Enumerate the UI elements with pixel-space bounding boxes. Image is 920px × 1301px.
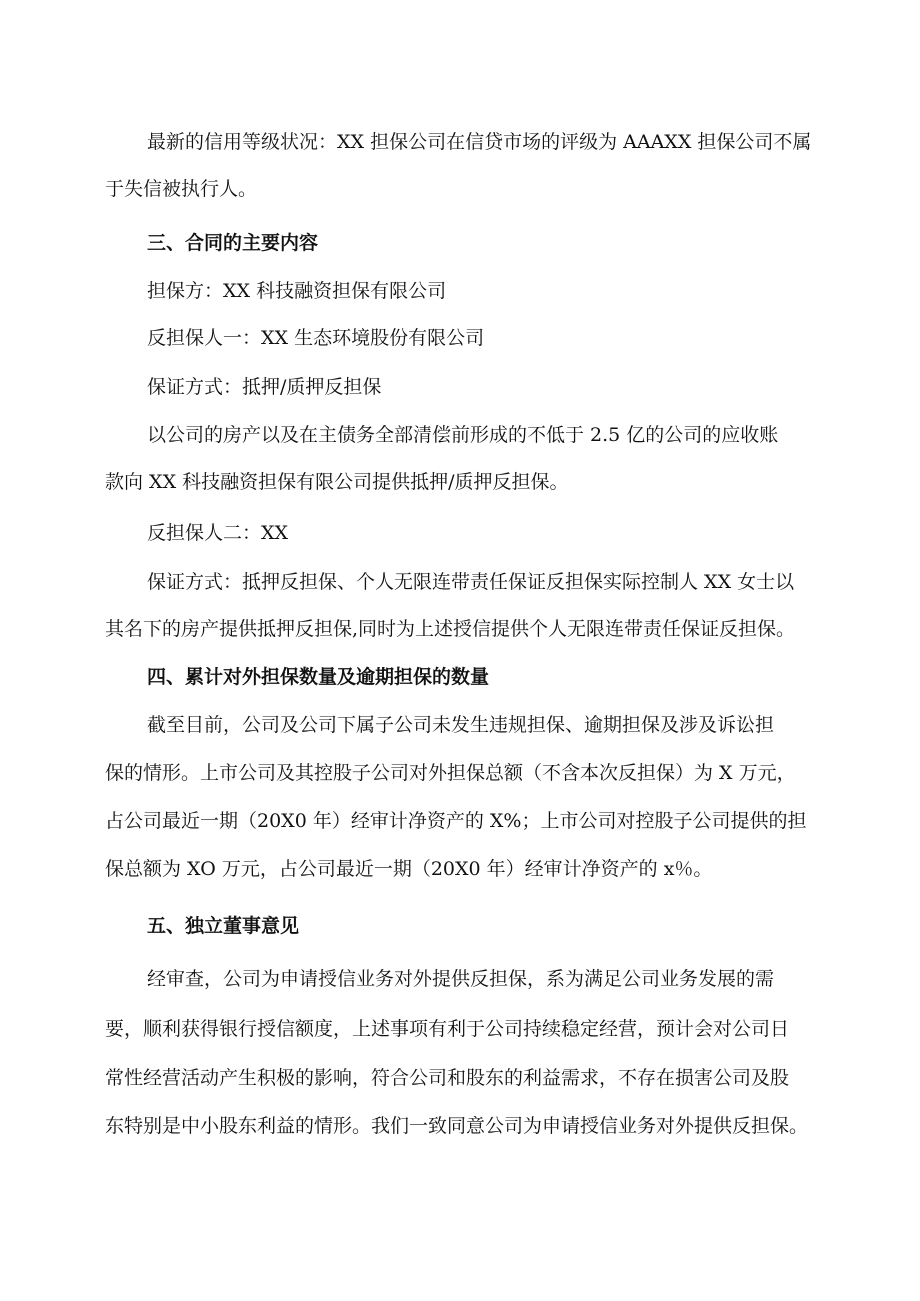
- counter-guarantor-2-line: 反担保人二：XX: [147, 522, 289, 544]
- section-4-heading: 四、累计对外担保数量及逾期担保的数量: [147, 666, 490, 688]
- guarantor-line: 担保方：XX 科技融资担保有限公司: [147, 280, 447, 302]
- opinion-line-4: 东特别是中小股东利益的情形。我们一致同意公司为申请授信业务对外提供反担保。: [105, 1115, 809, 1137]
- guarantee-method-2-line-1: 保证方式：抵押反担保、个人无限连带责任保证反担保实际控制人 XX 女士以: [147, 571, 795, 593]
- credit-rating-line-1: 最新的信用等级状况：XX 担保公司在信贷市场的评级为 AAAXX 担保公司不属: [147, 131, 812, 153]
- counter-guarantor-1-line: 反担保人一：XX 生态环境股份有限公司: [147, 327, 485, 349]
- opinion-line-3: 常性经营活动产生积极的影响，符合公司和股东的利益需求，不存在损害公司及股: [105, 1067, 790, 1089]
- credit-rating-line-2: 于失信被执行人。: [105, 178, 258, 200]
- section-5-heading: 五、独立董事意见: [147, 915, 300, 937]
- guarantee-method-2-line-2: 其名下的房产提供抵押反担保,同时为上述授信提供个人无限连带责任保证反担保。: [105, 618, 796, 640]
- cumulative-line-1: 截至目前，公司及公司下属子公司未发生违规担保、逾期担保及涉及诉讼担: [147, 714, 775, 736]
- collateral-line-2: 款向 XX 科技融资担保有限公司提供抵押/质押反担保。: [105, 471, 569, 493]
- cumulative-line-3: 占公司最近一期（20X0 年）经审计净资产的 X%；上市公司对控股子公司提供的担: [105, 810, 807, 832]
- opinion-line-1: 经审查，公司为申请授信业务对外提供反担保，系为满足公司业务发展的需: [147, 968, 775, 990]
- cumulative-line-2: 保的情形。上市公司及其控股子公司对外担保总额（不含本次反担保）为 X 万元，: [105, 762, 796, 784]
- cumulative-line-4: 保总额为 XO 万元，占公司最近一期（20X0 年）经审计净资产的 x％。: [105, 858, 713, 880]
- guarantee-method-1-line: 保证方式：抵押/质押反担保: [147, 376, 382, 398]
- section-3-heading: 三、合同的主要内容: [147, 232, 319, 254]
- collateral-line-1: 以公司的房产以及在主债务全部清偿前形成的不低于 2.5 亿的公司的应收账: [147, 424, 779, 446]
- opinion-line-2: 要，顺利获得银行授信额度，上述事项有利于公司持续稳定经营，预计会对公司日: [105, 1018, 790, 1040]
